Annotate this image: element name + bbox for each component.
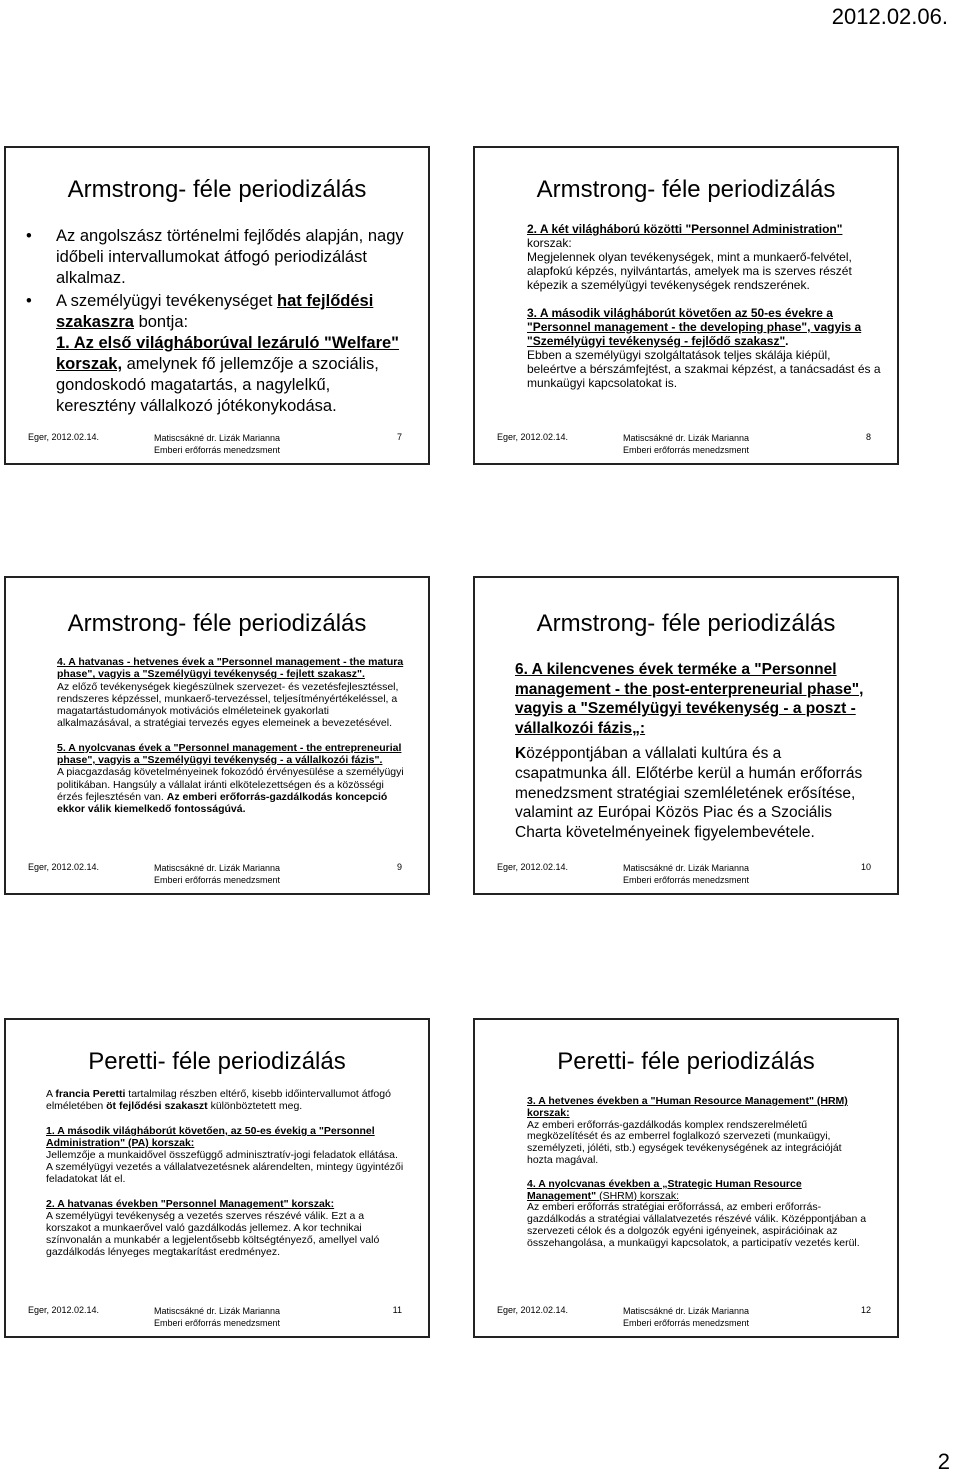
paragraph: 5. A nyolcvanas évek a "Personnel management - the entrepreneurial phase", vagyis a "Személyügyi tevékenység - a vállalkozói fázis".	[57, 741, 402, 767]
slide-body	[57, 656, 404, 816]
footer-place-date: Eger, 2012.02.14.	[28, 862, 100, 872]
footer-place-date: Eger, 2012.02.14.	[28, 432, 100, 442]
slide-title: Peretti- féle periodizálás	[88, 1048, 346, 1075]
page-number: 2	[937, 1449, 950, 1474]
paragraph: Ebben a személyügyi szolgáltatások teljes skálája kiépül, beleértve a bérszámfejtést, a szakmai képzést, a tanácsadást és a munkaügyi kapcsolatokat is.	[527, 348, 881, 390]
paragraph: Az emberi erőforrás-gazdálkodás komplex rendszerelméletű megközelítését és az emberrel foglalkozó szervezeti (munkaügyi, személyzeti, jóléti, stb.) egységek tevékenységének az integrációját hozta magával.	[527, 1118, 842, 1166]
slide-title: Armstrong- féle periodizálás	[536, 176, 836, 203]
slide-number: 11	[392, 1305, 402, 1315]
slide-body	[527, 222, 881, 390]
slide-title: Armstrong- féle periodizálás	[67, 176, 367, 203]
footer-author: Matiscsákné dr. Lizák Marianna Emberi erőforrás menedzsment	[622, 1306, 750, 1328]
slide-body	[527, 1096, 867, 1250]
slide-title: Peretti- féle periodizálás	[557, 1048, 815, 1075]
slide-number: 7	[396, 432, 402, 442]
slide-9	[4, 576, 430, 895]
slide-footer	[6, 432, 428, 456]
slide-body	[26, 226, 408, 417]
slide-11	[4, 1018, 430, 1338]
slide-footer	[475, 1305, 897, 1329]
paragraph: Középpontjában a vállalati kultúra és a csapatmunka áll. Előtérbe kerül a humán erőforrás menedzsment stratégiai szemléletének erősítése, valamint az Európai Közös Piac és a Szociális Charta követelményeinek figyelembevétele.	[515, 745, 863, 841]
footer-author: Matiscsákné dr. Lizák Marianna Emberi erőforrás menedzsment	[153, 863, 281, 885]
bullet-item: • A személyügyi tevékenységet hat fejlődési szakaszra bontja:	[26, 292, 374, 331]
footer-place-date: Eger, 2012.02.14.	[497, 432, 569, 442]
paragraph: Az előző tevékenységek kiegészülnek szervezet- és vezetésfejlesztéssel, rendszeres képzéssel, munkaerő-tervezéssel, teljesítményértékeléssel, a magatartástudományok motivációs elméleteinek gyakorlati alkalmazásával, a stratégiai tervezés egyes elemeinek a bevezetésével.	[57, 680, 399, 730]
paragraph: 1. Az első világháborúval lezáruló "Welfare" korszak, amelynek fő jellemzője a szociális, gondoskodó magatartás, a nagylelkű, keresztény vállalkozó jótékonykodása.	[56, 334, 400, 415]
slide-7	[4, 146, 430, 465]
slide-footer	[475, 432, 897, 456]
bullet-icon: •	[26, 292, 32, 310]
footer-place-date: Eger, 2012.02.14.	[497, 1305, 569, 1315]
footer-author: Matiscsákné dr. Lizák Marianna Emberi erőforrás menedzsment	[622, 863, 750, 885]
slide-title: Armstrong- féle periodizálás	[536, 610, 836, 637]
slide-number: 9	[396, 862, 402, 872]
bullet-item: • Az angolszász történelmi fejlődés alapján, nagy időbeli intervallumokat átfogó periodizálást alkalmaz.	[26, 227, 404, 287]
paragraph: 3. A hetvenes években a "Human Resource Management" (HRM) korszak:	[527, 1095, 848, 1119]
paragraph: 4. A nyolcvanas években a „Strategic Human Resource Management" (SHRM) korszak:	[527, 1177, 802, 1202]
slide-footer	[6, 1305, 428, 1329]
slide-number: 10	[860, 862, 871, 872]
slide-footer	[6, 862, 428, 886]
slide-12	[473, 1018, 899, 1338]
paragraph: Jellemzője a munkaidővel összefüggő adminisztratív-jogi feladatok ellátása. A személyügyi vezetés a vállalatvezetésnek alárendelten, mintegy ügyintézői feladatokat lát el.	[46, 1149, 404, 1185]
slide-8	[473, 146, 899, 465]
paragraph: Az emberi erőforrás stratégiai erőforrássá, az emberi erőforrás-gazdálkodás a stratégiai vállalatvezetés részévé válik. Középpontjában a szervezeti célok és a dolgozók egyéni igényeinek, aspirációinak az összehangolása, a munkaügyi kapcsolatok, a participatív vezetés kerül.	[527, 1201, 867, 1249]
slide-footer	[475, 862, 897, 886]
paragraph: Megjelennek olyan tevékenységek, mint a munkaerő-felvétel, alapfokú képzés, nyilvántartás, amelyek ma is szerves részét képezik a személyügyi tevékenységek rendszerének.	[527, 250, 852, 292]
footer-place-date: Eger, 2012.02.14.	[28, 1305, 100, 1315]
slide-title: Armstrong- féle periodizálás	[67, 610, 367, 637]
slide-body	[515, 660, 877, 842]
paragraph: 1. A második világháborút követően, az 50-es évekig a "Personnel Administration" (PA) korszak:	[46, 1125, 375, 1149]
header-date: 2012.02.06.	[831, 4, 948, 29]
footer-place-date: Eger, 2012.02.14.	[497, 862, 569, 872]
paragraph: 2. A hatvanas években "Personnel Management" korszak:	[46, 1198, 335, 1210]
footer-author: Matiscsákné dr. Lizák Marianna Emberi erőforrás menedzsment	[153, 1306, 281, 1328]
footer-author: Matiscsákné dr. Lizák Marianna Emberi erőforrás menedzsment	[153, 433, 281, 455]
paragraph: 4. A hatvanas - hetvenes évek a "Personnel management - the matura phase", vagyis a "Személyügyi tevékenység - fejlett szakasz".	[57, 656, 404, 681]
paragraph: 3. A második világháborút követően az 50-es évekre a "Personnel management - the developing phase", vagyis a "Személyügyi tevékenység - fejlődő szakasz".	[527, 306, 862, 348]
paragraph: A piacgazdaság követelményeinek fokozódó érvényesülése a személyügyi politikában. Hangsúly a vállalat iránti elkötelezettségen és a közösségi érzés fejlesztésén van. Az emberi erőforrás-gazdálkodás koncepció ekkor válik kiemelkedő fontosságúvá.	[57, 766, 404, 816]
slide-10	[473, 576, 899, 895]
paragraph: A személyügyi tevékenység a vezetés szerves részévé válik. Ezt a a korszakot a munkaerővel való gazdálkodás jellemez. A kor technikai színvonalán a munkabér a legjelentősebb költségtényező, amellyel való gazdálkodás lényeges megtakarítást eredményez.	[46, 1210, 380, 1258]
footer-author: Matiscsákné dr. Lizák Marianna Emberi erőforrás menedzsment	[622, 433, 750, 455]
slide-number: 8	[865, 432, 871, 442]
slide-body	[46, 1088, 404, 1258]
slide-number: 12	[860, 1305, 871, 1315]
paragraph: 6. A kilencvenes évek terméke a "Personnel management - the post-enterpreneurial phase", vagyis a "Személyügyi tevékenység - a poszt - vállalkozói fázis„:	[515, 661, 864, 737]
bullet-icon: •	[26, 227, 32, 245]
paragraph: A francia Peretti tartalmilag részben eltérő, kisebb időintervallumot átfogó elméletében öt fejlődési szakaszt különböztetett meg.	[46, 1088, 391, 1112]
paragraph: 2. A két világháború közötti "Personnel Administration" korszak:	[527, 222, 843, 250]
